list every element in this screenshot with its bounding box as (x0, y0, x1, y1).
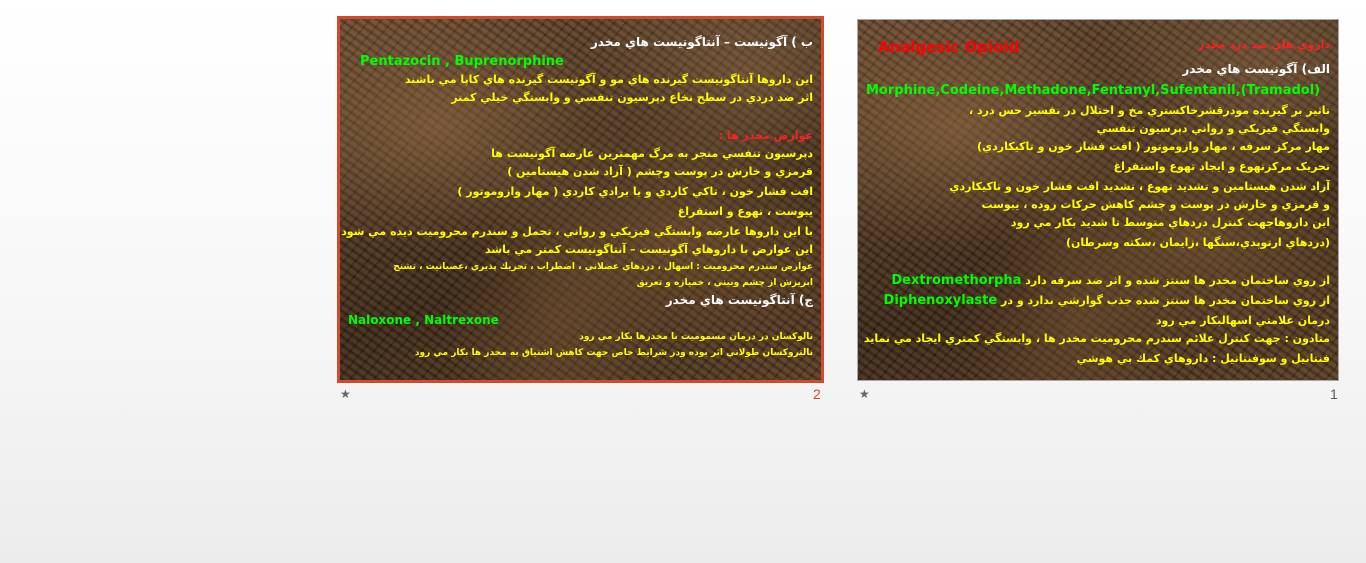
slide-1-text-line: داروي هاي ضد درد مخدر (1198, 38, 1330, 51)
mixed-line-persian: از روي ساختمان مخدر ها سنتز شده جذب گوارشي ندارد و در (997, 294, 1330, 307)
slide-2-text-line: عوارض سندرم محروميت : اسهال ، دردهاي عضلاني ، اضطراب ، تحريك پذيري ،عصبانيت ، تشنج (393, 262, 813, 272)
mixed-line-english: Dextromethorpha (891, 273, 1022, 288)
slide-2-text-line: نالتروکسان طولاني اثر بوده ودر شرايط خاص جهت کاهش اشتياق به مخدر ها بکار مي رود (414, 348, 813, 358)
slide-2-text-line: اين داروها آنتاگونيست گيرنده هاي مو و آگونيست گيرنده هاي کاپا مي باشند (404, 73, 813, 86)
slide-2-text-line: قرمزي و خارش در پوست وچشم ( آزاد شدن هيستامين ) (507, 165, 813, 178)
slide-2-text-line: ب ) آگونيست – آنتاگونيست هاي مخدر (590, 35, 813, 49)
slide-2-text-line: اثر ضد دردي در سطح نخاع دپرسيون تنفسي و وابستگي خيلي کمتر (451, 91, 813, 104)
slide-2-text-line: يبوست ، تهوع و استفراغ (677, 205, 813, 218)
slide-2-text-line: ج) آنتاگونيست هاي مخدر (665, 293, 813, 307)
slide-thumbnail-2[interactable] (337, 16, 824, 383)
slide-1-text-line (891, 274, 1330, 288)
slide-1-text-line: آزاد شدن هيستامين و تشديد تهوع ، تشديد افت فشار خون و تاکيکاردي (949, 180, 1330, 193)
slide-1-english-title: Analgesic Opioid (878, 38, 1020, 56)
slide-2-text-line: ابريزش از چشم وبيني ، خميازه و تعريق (636, 278, 813, 288)
slide-number-1: 1 (1330, 386, 1338, 402)
slide-number-2: 2 (813, 386, 821, 402)
slide-2-text-line: Naloxone , Naltrexone (348, 313, 499, 327)
slide-thumbnail-1[interactable] (857, 19, 1339, 381)
slide-1-text-line: اين داروهاجهت کنترل دردهاي متوسط تا شديد بکار مي رود (1010, 216, 1330, 229)
slide-1-text-line: درمان علامتي اسهالبکار مي رود (1155, 314, 1330, 327)
slide-1-content (858, 20, 1338, 380)
slide-1-text-line: متادون : جهت کنترل علائم سندرم محروميت مخدر ها ، وابستگي کمتري ايجاد مي نمايد (863, 332, 1330, 345)
slide-1-text-line: الف) آگونيست هاي مخدر (1182, 62, 1330, 76)
slide-2-text-line: با اين داروها عارضه وابستگي فيزيکي و رواني ، تحمل و سندرم محروميت ديده مي شود (341, 225, 813, 238)
slide-1-text-line: فنتانيل و سوفنتانيل : داروهاي کمك بي هوشي (1076, 352, 1330, 365)
slide-1-text-line: مهار مرکز سرفه ، مهار وازوموتور ( افت فشار خون و تاکيکاردي) (977, 140, 1330, 153)
star-icon[interactable]: ★ (340, 387, 351, 401)
slide-2-text-line: عوارض مخدر ها : (718, 129, 813, 142)
mixed-line-persian: از روي ساختمان مخدر ها سنتز شده و اثر ضد سرفه دارد (1021, 274, 1330, 287)
slide-1-text-line: وابستگي فيزيکي و رواني دپرسيون تنفسي (1096, 122, 1330, 135)
slide-1-text-line (884, 294, 1330, 308)
slide-2-text-line: افت فشار خون ، تاکي کاردي و يا برادي کاردي ( مهار وازوموتور ) (457, 185, 813, 198)
mixed-line-english: Diphenoxylaste (883, 293, 998, 308)
slide-1-text-line: تحريک مرکزتهوع و ايجاد تهوع واستفراغ (1113, 160, 1330, 173)
slide-1-text-line: تاثير بر گيرنده مودرقشرخاکستري مخ و اختلال در تفسير حس درد ، (968, 104, 1330, 117)
star-icon[interactable]: ★ (859, 387, 870, 401)
slide-1-text-line: و قرمزي و خارش در پوست و چشم کاهش حرکات روده ، يبوست (981, 198, 1330, 211)
slide-1-text-line: (دردهاي ارتوپدي،سنگها ،زايمان ،سکته وسرطان) (1065, 236, 1330, 249)
slide-2-text-line: Pentazocin , Buprenorphine (360, 54, 564, 69)
slide-2-text-line: نالوکسان در درمان مسموميت با مخدرها بکار مي رود (579, 332, 813, 342)
slide-1-text-line: Morphine,Codeine,Methadone,Fentanyl,Sufentanil,(Tramadol) (866, 83, 1321, 98)
slide-2-text-line: دپرسيون تنفسي منجر به مرگ مهمترين عارضه آگونيست ها (491, 147, 813, 160)
slide-2-content (340, 19, 821, 380)
slide-2-text-line: اين عوارض با داروهاي آگونيست – آنتاگونيست کمتر مي باشد (484, 243, 813, 256)
